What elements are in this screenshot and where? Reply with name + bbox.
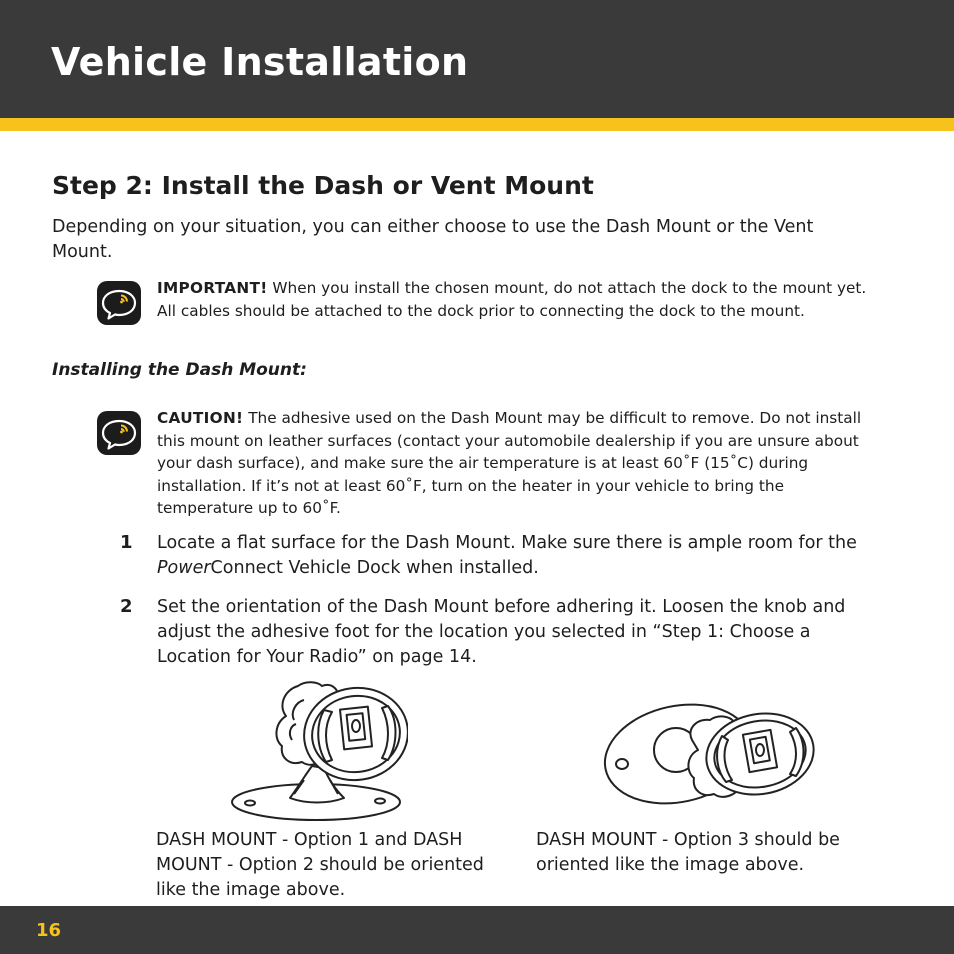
important-text: When you install the chosen mount, do not attach the dock to the mount yet. All cables should be attached to the dock prior to connecting the dock to the mount. <box>157 279 867 320</box>
intro-paragraph: Depending on your situation, you can either choose to use the Dash Mount or the Vent Mount. <box>52 217 814 262</box>
footer-bar <box>0 906 954 954</box>
important-label: IMPORTANT! <box>157 279 268 297</box>
caution-note <box>157 407 869 520</box>
important-note <box>157 277 869 322</box>
dash-mount-upright-illustration <box>228 676 408 824</box>
dash-mount-subheading: Installing the Dash Mount: <box>52 360 307 380</box>
step-number: 1 <box>120 532 133 553</box>
caption-right: DASH MOUNT - Option 3 should be oriented like the image above. <box>536 830 840 875</box>
step-text: Locate a flat surface for the Dash Mount. Make sure there is ample room for the PowerConnect Vehicle Dock when installed. <box>157 533 857 578</box>
section-title: Step 2: Install the Dash or Vent Mount <box>52 171 594 200</box>
header-bar <box>0 0 954 118</box>
speech-bubble-icon <box>96 280 142 326</box>
dash-mount-tilted-illustration <box>600 700 820 808</box>
caution-label: CAUTION! <box>157 409 244 427</box>
step-number: 2 <box>120 596 133 617</box>
accent-bar <box>0 118 954 131</box>
step-text: Set the orientation of the Dash Mount before adhering it. Loosen the knob and adjust the adhesive foot for the location you selected in “Step 1: Choose a Location for Your Radio” on page 14. <box>157 597 846 667</box>
caution-text: The adhesive used on the Dash Mount may be difficult to remove. Do not install this mount on leather surfaces (contact your automobile dealership if you are unsure about your dash surface), and make sure the air temperature is at least 60˚F (15˚C) during installation. If it’s not at least 60˚F, turn on the heater in your vehicle to bring the temperature up to 60˚F. <box>157 409 862 517</box>
page-title: Vehicle Installation <box>51 40 469 84</box>
caption-left: DASH MOUNT - Option 1 and DASH MOUNT - Option 2 should be oriented like the image above. <box>156 830 484 900</box>
page-number: 16 <box>36 920 62 941</box>
speech-bubble-icon <box>96 410 142 456</box>
